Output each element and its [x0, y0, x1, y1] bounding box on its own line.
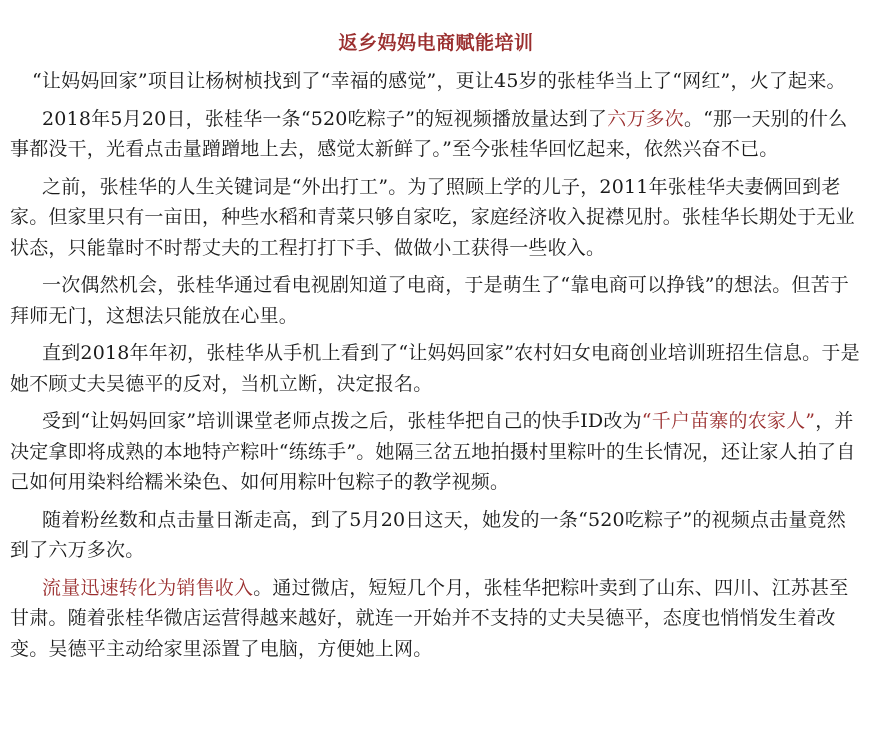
paragraph-text: ，并决定拿即将成熟的本地特产粽叶“练练手”。她隔三岔五地拍摄村里粽叶的生长情况，还让家人拍了自己如何用染料给糯米染色、如何用粽叶包粽子的教学视频。 [10, 410, 856, 493]
article-body [10, 66, 862, 664]
highlighted-text: 流量迅速转化为销售收入 [42, 576, 254, 599]
paragraph-text: “让妈妈回家”项目让杨树桢找到了“幸福的感觉”，更让45岁的张桂华当上了“网红”，火了起来。 [32, 70, 846, 92]
paragraph-text: 之前，张桂华的人生关键词是“外出打工”。为了照顾上学的儿子，2011年张桂华夫妻俩回到老家。但家里只有一亩田，种些水稻和青菜只够自家吃，家庭经济收入捉襟见肘。张桂华长期处于无业状态，只能靠时不时帮丈夫的工程打打下手、做做小工获得一些收入。 [10, 175, 855, 259]
paragraph-text: 直到2018年年初，张桂华从手机上看到了“让妈妈回家”农村妇女电商创业培训班招生信息。于是她不顾丈夫吴德平的反对，当机立断，决定报名。 [10, 342, 860, 395]
highlighted-text: 六万多次 [607, 107, 684, 130]
paragraph [10, 505, 862, 566]
paragraph-text: 。通过微店，短短几个月，张桂华把粽叶卖到了山东、四川、江苏甚至甘肃。随着张桂华微店运营得越来越好，就连一开始并不支持的丈夫吴德平，态度也悄悄发生着改变。吴德平主动给家里添置了电脑，方便她上网。 [10, 576, 849, 660]
paragraph-text: 一次偶然机会，张桂华通过看电视剧知道了电商，于是萌生了“靠电商可以挣钱”的想法。但苦于拜师无门，这想法只能放在心里。 [10, 274, 850, 327]
article-title: 返乡妈妈电商赋能培训 [338, 32, 534, 54]
highlighted-text: “千户苗寨的农家人” [641, 410, 816, 432]
paragraph-text: 。“那一天别的什么事都没干，光看点击量蹭蹭地上去，感觉太新鲜了。”至今张桂华回忆起来，依然兴奋不已。 [10, 107, 848, 160]
paragraph-text: 受到“让妈妈回家”培训课堂老师点拨之后，张桂华把自己的快手ID改为 [42, 410, 642, 432]
paragraph [10, 270, 862, 331]
paragraph [10, 172, 862, 264]
paragraph [10, 406, 862, 498]
paragraph [10, 338, 862, 399]
paragraph [10, 104, 862, 165]
paragraph [10, 573, 862, 665]
paragraph-text: 2018年5月20日，张桂华一条“520吃粽子”的短视频播放量达到了 [42, 107, 608, 130]
paragraph [10, 66, 862, 97]
paragraph-text: 随着粉丝数和点击量日渐走高，到了5月20日这天，她发的一条“520吃粽子”的视频点击量竟然到了六万多次。 [10, 508, 846, 561]
